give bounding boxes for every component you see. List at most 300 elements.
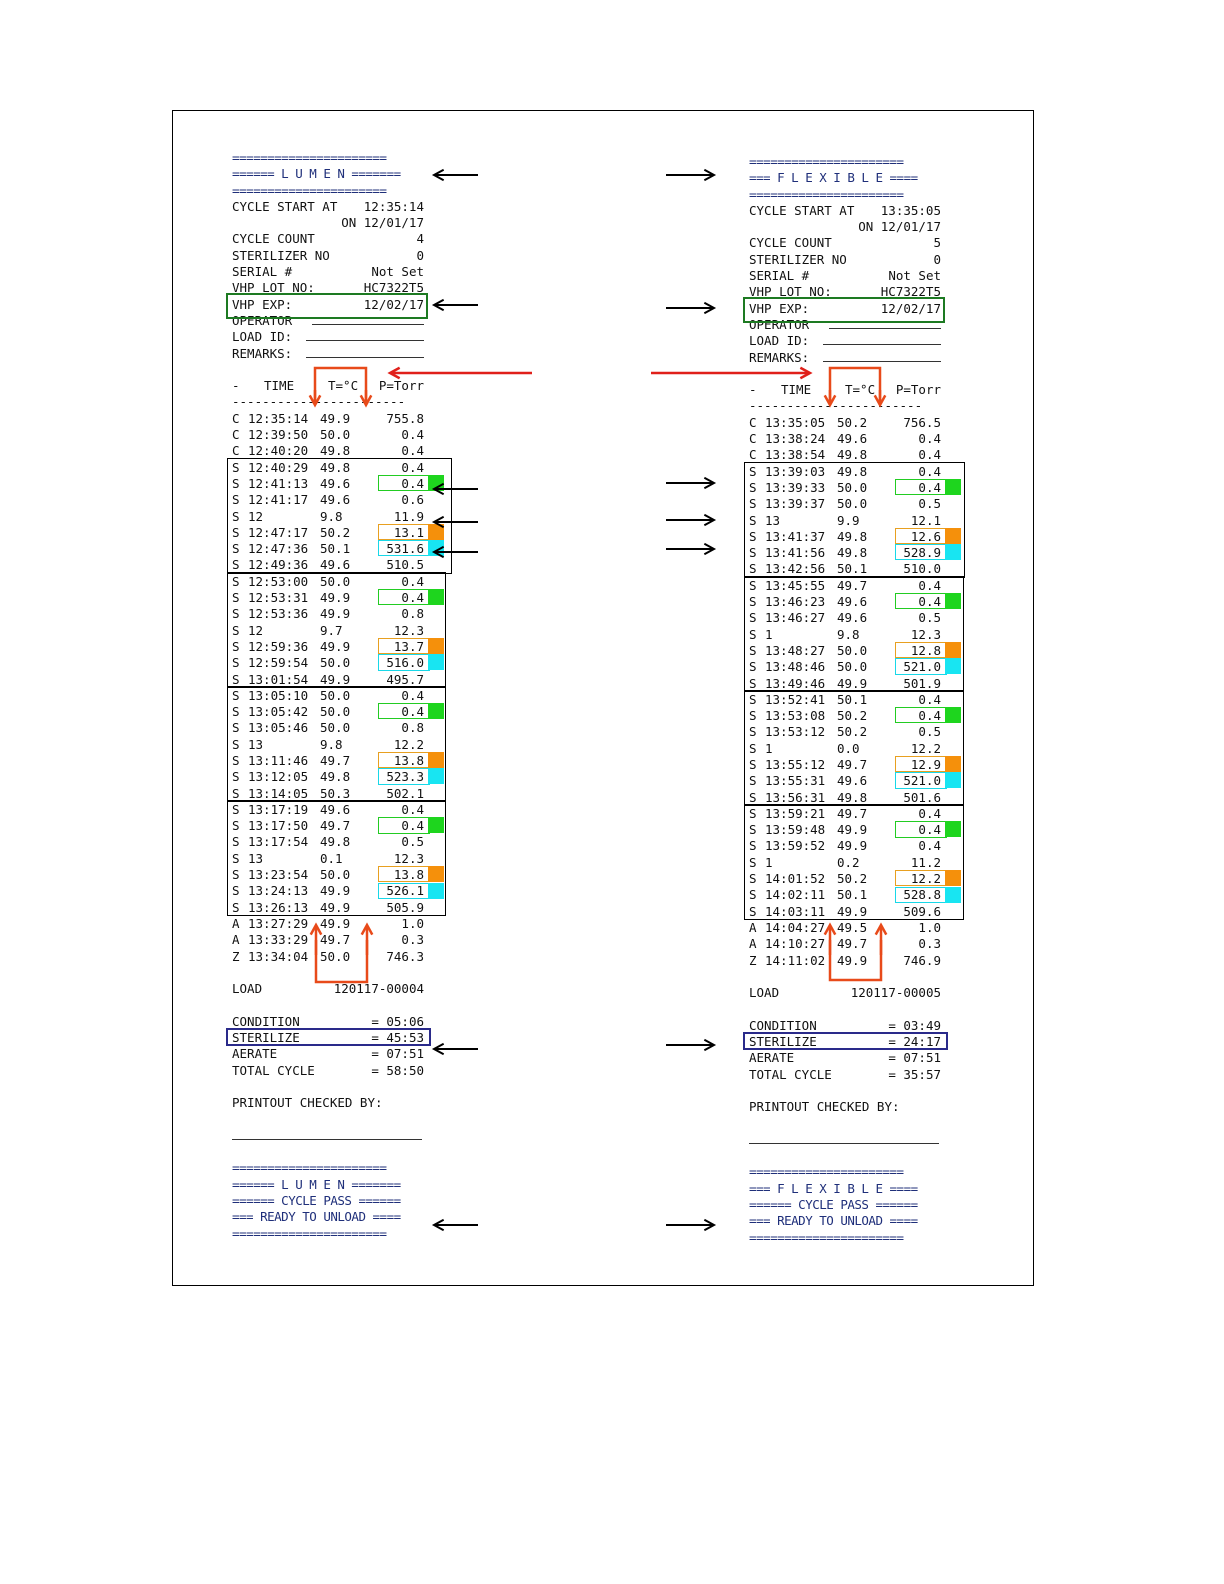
row-phase: S — [749, 561, 757, 577]
row-temp: 49.9 — [320, 590, 351, 606]
row-pressure: 12.2 — [910, 740, 941, 756]
right-pointer-arrow — [666, 544, 714, 555]
row-time: 12:39:50 — [248, 427, 309, 443]
row-phase: S — [232, 671, 240, 687]
row-temp: 49.9 — [837, 822, 868, 838]
row-temp: 49.8 — [837, 545, 868, 561]
row-temp: 49.8 — [320, 443, 351, 459]
row-temp: 49.8 — [320, 459, 351, 475]
row-phase: C — [749, 431, 757, 447]
condition-value: = 03:49 — [888, 1017, 941, 1033]
row-temp: 49.5 — [837, 919, 868, 935]
row-pressure: 0.6 — [401, 492, 424, 508]
row-time: 13:55:31 — [765, 773, 826, 789]
row-time: 13:45:55 — [765, 577, 826, 593]
aerate-label: AERATE — [232, 1046, 278, 1062]
row-temp: 49.6 — [837, 610, 868, 626]
row-pressure: 521.0 — [903, 659, 941, 675]
total-cycle-label: TOTAL CYCLE — [749, 1066, 832, 1082]
row-pressure: 0.4 — [918, 594, 941, 610]
row-time: 13:52:41 — [765, 691, 826, 707]
row-time: 12:41:17 — [248, 492, 309, 508]
row-phase: S — [749, 708, 757, 724]
row-temp: 49.8 — [320, 834, 351, 850]
left-pointer-arrow — [434, 517, 478, 528]
row-time: 13:23:54 — [248, 867, 309, 883]
row-temp: 50.0 — [320, 687, 351, 703]
row-pressure: 510.5 — [386, 557, 424, 573]
row-time: 13:17:19 — [248, 801, 309, 817]
condition-label: CONDITION — [232, 1013, 300, 1029]
row-temp: 49.9 — [837, 952, 868, 968]
row-time: 14:11:02 — [765, 952, 826, 968]
load-id-label: LOAD ID: — [232, 329, 293, 345]
row-time: 12:47:36 — [248, 541, 309, 557]
row-pressure: 13.8 — [393, 752, 424, 768]
row-phase: C — [232, 410, 240, 426]
row-temp: 49.6 — [320, 475, 351, 491]
vhp-exp-value: 12/02/17 — [880, 300, 941, 316]
row-pressure: 531.6 — [386, 541, 424, 557]
bracket-arrow-up — [825, 925, 836, 955]
row-time: 13:27:29 — [248, 915, 309, 931]
row-temp: 9.8 — [837, 626, 860, 642]
row-phase: A — [749, 919, 757, 935]
row-phase: S — [232, 492, 240, 508]
cycle-date: ON 12/01/17 — [341, 215, 424, 231]
row-temp: 9.9 — [837, 512, 860, 528]
row-pressure: 0.4 — [918, 463, 941, 479]
row-time: 13:26:13 — [248, 899, 309, 915]
serial-label: SERIAL # — [749, 268, 810, 284]
row-phase: A — [232, 932, 240, 948]
row-temp: 49.9 — [837, 838, 868, 854]
row-phase: S — [749, 626, 757, 642]
row-pressure: 0.4 — [401, 590, 424, 606]
column-pres: P=Torr — [378, 378, 424, 394]
row-phase: S — [232, 655, 240, 671]
row-time: 13:41:56 — [765, 545, 826, 561]
row-pressure: 13.1 — [393, 524, 424, 540]
column-dash: - — [232, 378, 240, 394]
bracket-arrow-down — [361, 390, 372, 405]
rule: ====================== — [232, 182, 387, 198]
row-time: 13:39:37 — [765, 496, 826, 512]
column-pres: P=Torr — [895, 382, 941, 398]
row-pressure: 526.1 — [386, 883, 424, 899]
cycle-start-time: 12:35:14 — [363, 198, 424, 214]
row-pressure: 0.4 — [401, 443, 424, 459]
row-temp: 49.6 — [320, 557, 351, 573]
row-temp: 49.9 — [320, 915, 351, 931]
row-time: 13:14:05 — [248, 785, 309, 801]
column-time: TIME — [264, 378, 295, 394]
row-time: 12:59:54 — [248, 655, 309, 671]
row-pressure: 1.0 — [918, 919, 941, 935]
row-time: 13:12:05 — [248, 769, 309, 785]
row-temp: 49.7 — [837, 936, 868, 952]
row-temp: 49.8 — [837, 528, 868, 544]
row-phase: S — [749, 903, 757, 919]
sterilizer-no-value: 0 — [416, 247, 424, 263]
row-phase: S — [232, 801, 240, 817]
condition-value: = 05:06 — [371, 1013, 424, 1029]
column-temp: T=°C — [845, 382, 876, 398]
row-phase: Z — [232, 948, 240, 964]
row-time: 13:38:24 — [765, 431, 826, 447]
row-temp: 49.6 — [320, 801, 351, 817]
row-pressure: 11.2 — [910, 854, 941, 870]
row-phase: S — [232, 752, 240, 768]
row-pressure: 516.0 — [386, 655, 424, 671]
row-time: 12:53:36 — [248, 606, 309, 622]
row-phase: S — [749, 594, 757, 610]
row-phase: S — [749, 838, 757, 854]
row-phase: S — [749, 773, 757, 789]
row-time: 14:02:11 — [765, 887, 826, 903]
row-time: 13:05:46 — [248, 720, 309, 736]
row-temp: 9.8 — [320, 736, 343, 752]
row-temp: 50.0 — [320, 573, 351, 589]
row-time: 13:41:37 — [765, 528, 826, 544]
bracket-arrow-down — [875, 390, 886, 405]
row-time: 14:03:11 — [765, 903, 826, 919]
row-temp: 49.7 — [320, 818, 351, 834]
temp-column-bracket-top — [830, 368, 880, 404]
ready-to-unload: === READY TO UNLOAD ==== — [232, 1209, 401, 1225]
row-time: 13:59:48 — [765, 822, 826, 838]
left-pointer-arrow — [434, 170, 478, 181]
row-temp: 9.8 — [320, 508, 343, 524]
checked-by: PRINTOUT CHECKED BY: — [232, 1095, 383, 1111]
right-pointer-arrow — [666, 1220, 714, 1231]
row-time: 1 — [765, 740, 773, 756]
row-time: 13:01:54 — [248, 671, 309, 687]
row-temp: 50.0 — [320, 867, 351, 883]
row-pressure: 501.6 — [903, 789, 941, 805]
left-pointer-arrow — [434, 300, 478, 311]
row-time: 14:10:27 — [765, 936, 826, 952]
row-temp: 50.0 — [837, 479, 868, 495]
row-phase: S — [749, 805, 757, 821]
load-value: 120117-00005 — [850, 985, 941, 1001]
header-title: ====== L U M E N ======= — [232, 166, 401, 182]
row-pressure: 13.7 — [393, 638, 424, 654]
row-temp: 50.3 — [320, 785, 351, 801]
row-phase: A — [232, 915, 240, 931]
vhp-exp-label: VHP EXP: — [749, 300, 810, 316]
aerate-value: = 07:51 — [371, 1046, 424, 1062]
vhp-lot-label: VHP LOT NO: — [749, 284, 832, 300]
row-temp: 49.7 — [320, 932, 351, 948]
bracket-arrow-up — [311, 925, 322, 955]
dash-rule: ----------------------- — [749, 398, 923, 414]
operator-label: OPERATOR — [749, 316, 810, 332]
row-temp: 50.0 — [837, 642, 868, 658]
row-pressure: 0.5 — [918, 496, 941, 512]
remarks-label: REMARKS: — [232, 345, 293, 361]
row-temp: 50.1 — [837, 887, 868, 903]
row-temp: 0.2 — [837, 854, 860, 870]
row-phase: S — [232, 508, 240, 524]
right-pointer-arrow — [666, 303, 714, 314]
row-phase: S — [232, 883, 240, 899]
sterilize-value: = 45:53 — [371, 1030, 424, 1046]
row-time: 13:56:31 — [765, 789, 826, 805]
load-label: LOAD — [232, 981, 263, 997]
row-phase: S — [749, 642, 757, 658]
row-time: 13:05:10 — [248, 687, 309, 703]
row-temp: 49.7 — [837, 756, 868, 772]
row-pressure: 0.4 — [918, 708, 941, 724]
right-pointer-arrow — [666, 1040, 714, 1051]
cycle-count-label: CYCLE COUNT — [749, 235, 832, 251]
row-pressure: 502.1 — [386, 785, 424, 801]
row-pressure: 0.4 — [401, 687, 424, 703]
vhp-lot-label: VHP LOT NO: — [232, 280, 315, 296]
row-phase: S — [749, 740, 757, 756]
row-phase: S — [749, 528, 757, 544]
row-time: 13:59:21 — [765, 805, 826, 821]
row-phase: S — [232, 687, 240, 703]
row-pressure: 0.4 — [401, 475, 424, 491]
total-cycle-value: = 35:57 — [888, 1066, 941, 1082]
row-time: 12:40:20 — [248, 443, 309, 459]
row-phase: S — [232, 899, 240, 915]
row-temp: 49.8 — [320, 769, 351, 785]
row-time: 13:46:27 — [765, 610, 826, 626]
row-time: 13:59:52 — [765, 838, 826, 854]
dash-rule: ----------------------- — [232, 394, 406, 410]
row-pressure: 746.3 — [386, 948, 424, 964]
row-phase: S — [232, 818, 240, 834]
row-time: 13 — [248, 736, 264, 752]
row-phase: Z — [749, 952, 757, 968]
rule: ====================== — [232, 150, 387, 165]
red-header-arrow — [390, 368, 532, 379]
vhp-lot-value: HC7322T5 — [363, 280, 424, 296]
row-time: 1 — [765, 854, 773, 870]
cycle-start-label: CYCLE START AT — [232, 198, 338, 214]
cycle-count-value: 4 — [416, 231, 424, 247]
row-pressure: 755.8 — [386, 410, 424, 426]
row-phase: S — [749, 577, 757, 593]
row-phase: S — [749, 463, 757, 479]
rule: ====================== — [232, 1160, 387, 1176]
row-pressure: 746.9 — [903, 952, 941, 968]
temp-column-bracket-bottom — [830, 940, 881, 980]
row-phase: S — [232, 524, 240, 540]
row-phase: S — [232, 834, 240, 850]
row-time: 13 — [765, 512, 781, 528]
row-phase: S — [232, 557, 240, 573]
cycle-count-value: 5 — [933, 235, 941, 251]
row-phase: S — [232, 785, 240, 801]
total-cycle-label: TOTAL CYCLE — [232, 1062, 315, 1078]
row-phase: C — [232, 443, 240, 459]
row-temp: 49.6 — [837, 773, 868, 789]
temp-column-bracket-top — [315, 368, 366, 404]
row-phase: C — [749, 447, 757, 463]
right-pointer-arrow — [666, 170, 714, 181]
row-temp: 50.0 — [320, 948, 351, 964]
rule: ====================== — [749, 186, 904, 202]
row-time: 14:01:52 — [765, 871, 826, 887]
row-pressure: 12.2 — [910, 871, 941, 887]
row-time: 13:11:46 — [248, 752, 309, 768]
cycle-start-time: 13:35:05 — [880, 202, 941, 218]
row-temp: 49.9 — [320, 883, 351, 899]
row-phase: S — [232, 736, 240, 752]
row-pressure: 528.9 — [903, 545, 941, 561]
row-time: 12 — [248, 622, 264, 638]
row-pressure: 12.1 — [910, 512, 941, 528]
row-pressure: 0.3 — [401, 932, 424, 948]
bracket-arrow-down — [310, 390, 321, 405]
row-pressure: 12.3 — [393, 622, 424, 638]
row-phase: S — [749, 512, 757, 528]
row-phase: S — [232, 475, 240, 491]
row-pressure: 12.8 — [910, 642, 941, 658]
row-pressure: 13.8 — [393, 867, 424, 883]
row-phase: S — [749, 871, 757, 887]
row-temp: 0.0 — [837, 740, 860, 756]
row-pressure: 0.4 — [918, 577, 941, 593]
row-temp: 50.0 — [320, 655, 351, 671]
serial-value: Not Set — [371, 264, 424, 280]
row-pressure: 0.4 — [918, 822, 941, 838]
operator-label: OPERATOR — [232, 312, 293, 328]
row-phase: S — [749, 496, 757, 512]
row-time: 13:55:12 — [765, 756, 826, 772]
row-time: 13:24:13 — [248, 883, 309, 899]
row-pressure: 12.3 — [910, 626, 941, 642]
row-time: 13:46:23 — [765, 594, 826, 610]
row-temp: 49.6 — [837, 594, 868, 610]
row-time: 13:39:33 — [765, 479, 826, 495]
row-pressure: 0.4 — [401, 427, 424, 443]
row-time: 13:34:04 — [248, 948, 309, 964]
row-temp: 49.9 — [320, 899, 351, 915]
row-time: 12:53:31 — [248, 590, 309, 606]
row-pressure: 521.0 — [903, 773, 941, 789]
row-time: 13:35:05 — [765, 414, 826, 430]
row-time: 13:48:46 — [765, 659, 826, 675]
cycle-pass: ====== CYCLE PASS ====== — [749, 1197, 918, 1212]
row-phase: S — [232, 573, 240, 589]
row-time: 12 — [248, 508, 264, 524]
row-time: 13:48:27 — [765, 642, 826, 658]
row-temp: 49.7 — [837, 577, 868, 593]
serial-label: SERIAL # — [232, 264, 293, 280]
row-pressure: 1.0 — [401, 915, 424, 931]
row-pressure: 0.4 — [918, 838, 941, 854]
row-pressure: 12.2 — [393, 736, 424, 752]
row-pressure: 0.3 — [918, 936, 941, 952]
left-pointer-arrow — [434, 484, 478, 495]
cycle-count-label: CYCLE COUNT — [232, 231, 315, 247]
row-phase: S — [232, 606, 240, 622]
row-pressure: 12.9 — [910, 756, 941, 772]
row-time: 12:53:00 — [248, 573, 309, 589]
cycle-pass: ====== CYCLE PASS ====== — [232, 1193, 401, 1208]
row-phase: S — [749, 756, 757, 772]
row-pressure: 509.6 — [903, 903, 941, 919]
rule: ====================== — [749, 1229, 904, 1245]
footer-title: === F L E X I B L E ==== — [749, 1180, 918, 1196]
row-temp: 50.2 — [837, 724, 868, 740]
header-title: === F L E X I B L E ==== — [749, 170, 918, 186]
row-temp: 49.9 — [320, 410, 351, 426]
ready-to-unload: === READY TO UNLOAD ==== — [749, 1213, 918, 1229]
aerate-value: = 07:51 — [888, 1050, 941, 1066]
sterilizer-no-label: STERILIZER NO — [749, 251, 847, 267]
row-pressure: 0.4 — [401, 704, 424, 720]
bracket-arrow-up — [362, 925, 373, 955]
row-time: 14:04:27 — [765, 919, 826, 935]
row-temp: 50.1 — [320, 541, 351, 557]
row-pressure: 0.5 — [918, 724, 941, 740]
row-phase: C — [749, 414, 757, 430]
row-phase: S — [232, 867, 240, 883]
sterilize-label: STERILIZE — [749, 1034, 817, 1050]
row-phase: S — [232, 769, 240, 785]
row-temp: 49.6 — [320, 492, 351, 508]
row-phase: S — [749, 691, 757, 707]
row-phase: S — [232, 704, 240, 720]
row-phase: S — [749, 887, 757, 903]
serial-value: Not Set — [888, 268, 941, 284]
row-temp: 9.7 — [320, 622, 343, 638]
row-phase: S — [749, 610, 757, 626]
vhp-lot-value: HC7322T5 — [880, 284, 941, 300]
row-temp: 50.0 — [320, 704, 351, 720]
row-phase: S — [749, 789, 757, 805]
column-temp: T=°C — [328, 378, 359, 394]
row-time: 13:38:54 — [765, 447, 826, 463]
row-temp: 49.9 — [320, 638, 351, 654]
row-pressure: 0.5 — [918, 610, 941, 626]
total-cycle-value: = 58:50 — [371, 1062, 424, 1078]
row-pressure: 0.4 — [401, 818, 424, 834]
row-temp: 50.1 — [837, 691, 868, 707]
row-phase: S — [749, 854, 757, 870]
row-temp: 49.9 — [320, 671, 351, 687]
rule: ====================== — [232, 1225, 387, 1241]
row-phase: S — [232, 850, 240, 866]
row-time: 1 — [765, 626, 773, 642]
bracket-arrow-up — [876, 925, 887, 955]
row-temp: 49.8 — [837, 447, 868, 463]
row-pressure: 0.4 — [918, 691, 941, 707]
row-pressure: 0.4 — [918, 431, 941, 447]
row-temp: 49.9 — [320, 606, 351, 622]
row-temp: 49.7 — [320, 752, 351, 768]
left-pointer-arrow — [434, 1220, 478, 1231]
row-pressure: 0.8 — [401, 606, 424, 622]
left-pointer-arrow — [434, 1044, 478, 1055]
row-pressure: 505.9 — [386, 899, 424, 915]
row-phase: S — [232, 459, 240, 475]
row-time: 12:35:14 — [248, 410, 309, 426]
row-phase: S — [749, 659, 757, 675]
row-temp: 50.1 — [837, 561, 868, 577]
row-temp: 50.0 — [320, 427, 351, 443]
row-time: 13:05:42 — [248, 704, 309, 720]
row-temp: 49.7 — [837, 805, 868, 821]
sterilizer-no-label: STERILIZER NO — [232, 247, 330, 263]
temp-column-bracket-bottom — [316, 940, 367, 982]
